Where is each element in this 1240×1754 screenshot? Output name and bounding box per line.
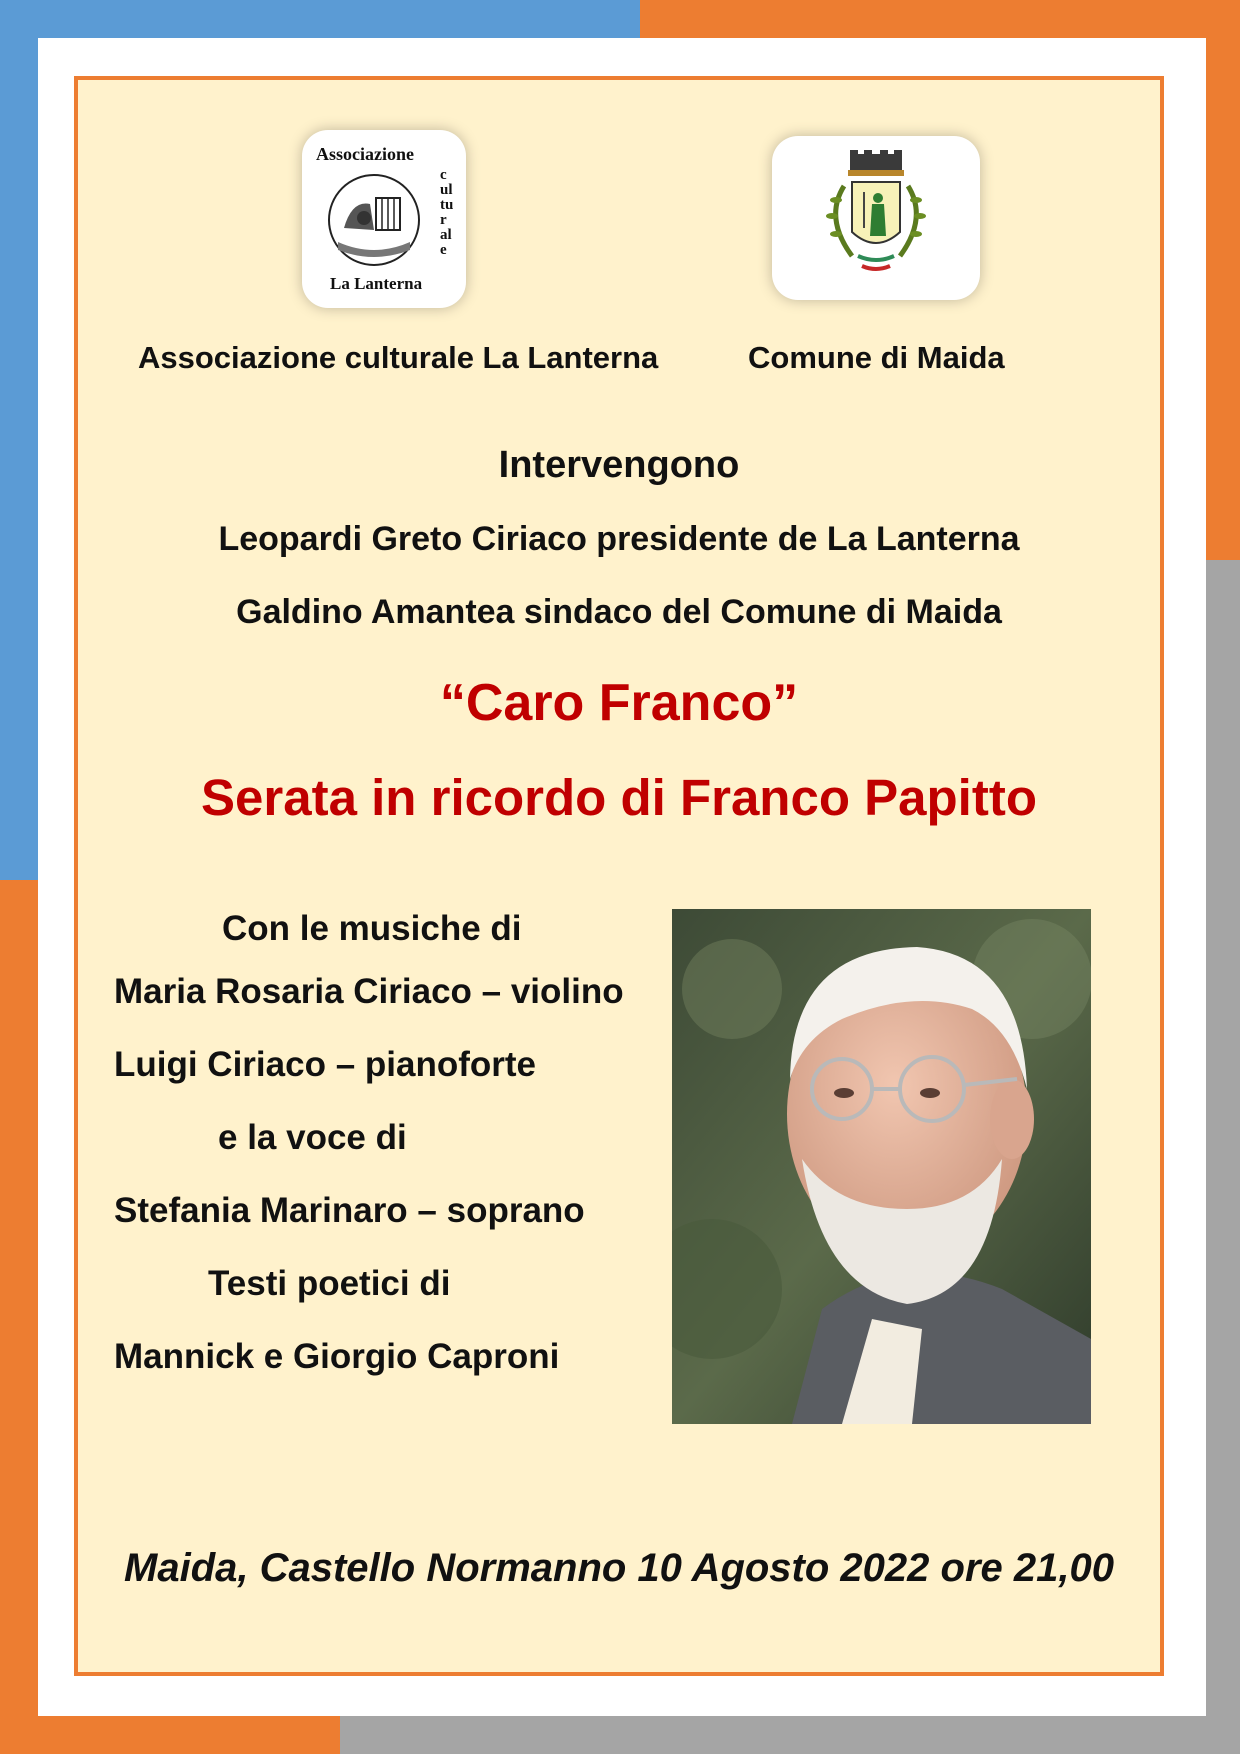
coat-of-arms-icon [806, 148, 946, 288]
texts-intro: Testi poetici di [208, 1264, 451, 1303]
association-logo-text-bottom: La Lanterna [330, 274, 423, 293]
poster [74, 76, 1164, 1676]
speaker-line-2: Galdino Amantea sindaco del Comune di Maida [236, 593, 1002, 631]
event-subtitle: Serata in ricordo di Franco Papitto [201, 769, 1037, 826]
music-intro: Con le musiche di [222, 909, 522, 948]
voice-intro: e la voce di [218, 1118, 407, 1157]
performer-piano: Luigi Ciriaco – pianoforte [114, 1045, 536, 1084]
frame-blue-top [0, 0, 720, 38]
performer-violin: Maria Rosaria Ciriaco – violino [114, 972, 624, 1011]
association-logo-text-side: culturale [440, 167, 454, 258]
event-title: “Caro Franco” [439, 674, 799, 732]
municipality-logo [772, 136, 980, 300]
frame-orange-left [0, 880, 38, 1754]
speaker-line-1: Leopardi Greto Ciriaco presidente de La Lanterna [218, 520, 1020, 558]
association-logo-text-top: Associazione [316, 144, 414, 164]
frame-gray-right [1206, 560, 1240, 1754]
lantern-emblem-icon [324, 170, 424, 270]
frame-gray-bottom [340, 1716, 1240, 1754]
portrait-photo [672, 909, 1091, 1424]
performer-soprano: Stefania Marinaro – soprano [114, 1191, 585, 1230]
association-label: Associazione culturale La Lanterna [138, 340, 659, 375]
venue-date: Maida, Castello Normanno 10 Agosto 2022 ore 21,00 [124, 1546, 1114, 1590]
municipality-label: Comune di Maida [748, 340, 1005, 375]
frame-orange-top-right [640, 0, 1240, 38]
speakers-heading: Intervengono [498, 444, 740, 486]
association-logo [302, 130, 466, 308]
poetry-authors: Mannick e Giorgio Caproni [114, 1337, 560, 1376]
portrait-image [672, 909, 1091, 1424]
